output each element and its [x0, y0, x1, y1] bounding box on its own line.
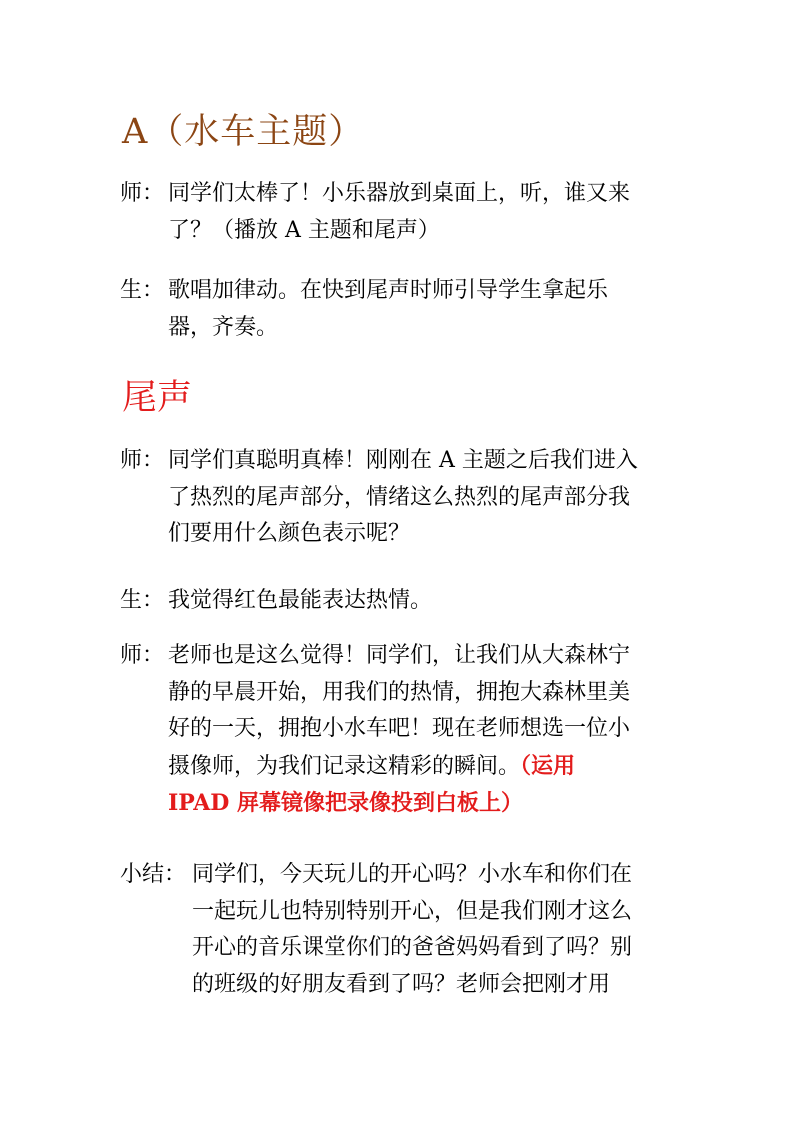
- dialogue-line: 我觉得红色最能表达热情。: [168, 588, 433, 613]
- speaker-label: 生：: [120, 278, 165, 303]
- summary-paragraph: [120, 857, 632, 1003]
- dialogue-line: 器，齐奏。: [168, 314, 279, 340]
- dialogue-line: [120, 748, 630, 786]
- speaker-label: 小结：: [120, 862, 187, 887]
- dialogue-teacher-2: [120, 443, 638, 553]
- speaker-label: 师：: [120, 181, 165, 206]
- dialogue-line: 了？（播放 A 主题和尾声）: [168, 217, 440, 243]
- teaching-note: （运用: [520, 752, 576, 779]
- dialogue-line: 们要用什么颜色表示呢？: [168, 521, 411, 546]
- dialogue-line: 同学们真聪明真棒！刚刚在 A 主题之后我们进入: [168, 448, 638, 473]
- dialogue-line: 同学们太棒了！小乐器放到桌面上，听，谁又来: [168, 181, 631, 206]
- dialogue-teacher-3: [120, 638, 630, 822]
- dialogue-line: 了热烈的尾声部分，情绪这么热烈的尾声部分我: [168, 484, 631, 510]
- dialogue-line: 好的一天，拥抱小水车吧！现在老师想选一位小: [168, 716, 631, 741]
- section-heading-coda: 尾声: [122, 378, 193, 418]
- dialogue-line: 一起玩儿也特别特别开心，但是我们刚才这么: [192, 898, 633, 924]
- dialogue-line: 静的早晨开始，用我们的热情，拥抱大森林里美: [168, 679, 631, 705]
- speaker-label: 生：: [120, 588, 165, 613]
- section-heading-a-theme: A（水车主题）: [122, 112, 365, 152]
- speaker-label: 师：: [120, 643, 165, 668]
- dialogue-line: 歌唱加律动。在快到尾声时师引导学生拿起乐: [168, 278, 609, 303]
- dialogue-teacher-1: [120, 176, 630, 249]
- dialogue-line: 老师也是这么觉得！同学们，让我们从大森林宁: [168, 643, 631, 668]
- dialogue-student-2: [120, 583, 432, 620]
- speaker-label: 师：: [120, 448, 165, 473]
- dialogue-line: 开心的音乐课堂你们的爸爸妈妈看到了吗？别: [192, 935, 633, 960]
- dialogue-student-1: [120, 273, 608, 346]
- dialogue-line: 的班级的好朋友看到了吗？老师会把刚才用: [192, 971, 611, 997]
- dialogue-text: 摄像师，为我们记录这精彩的瞬间。: [168, 753, 521, 779]
- teaching-note: IPAD 屏幕镜像把录像投到白板上）: [168, 790, 524, 816]
- dialogue-line: 同学们，今天玩儿的开心吗？小水车和你们在: [192, 862, 633, 887]
